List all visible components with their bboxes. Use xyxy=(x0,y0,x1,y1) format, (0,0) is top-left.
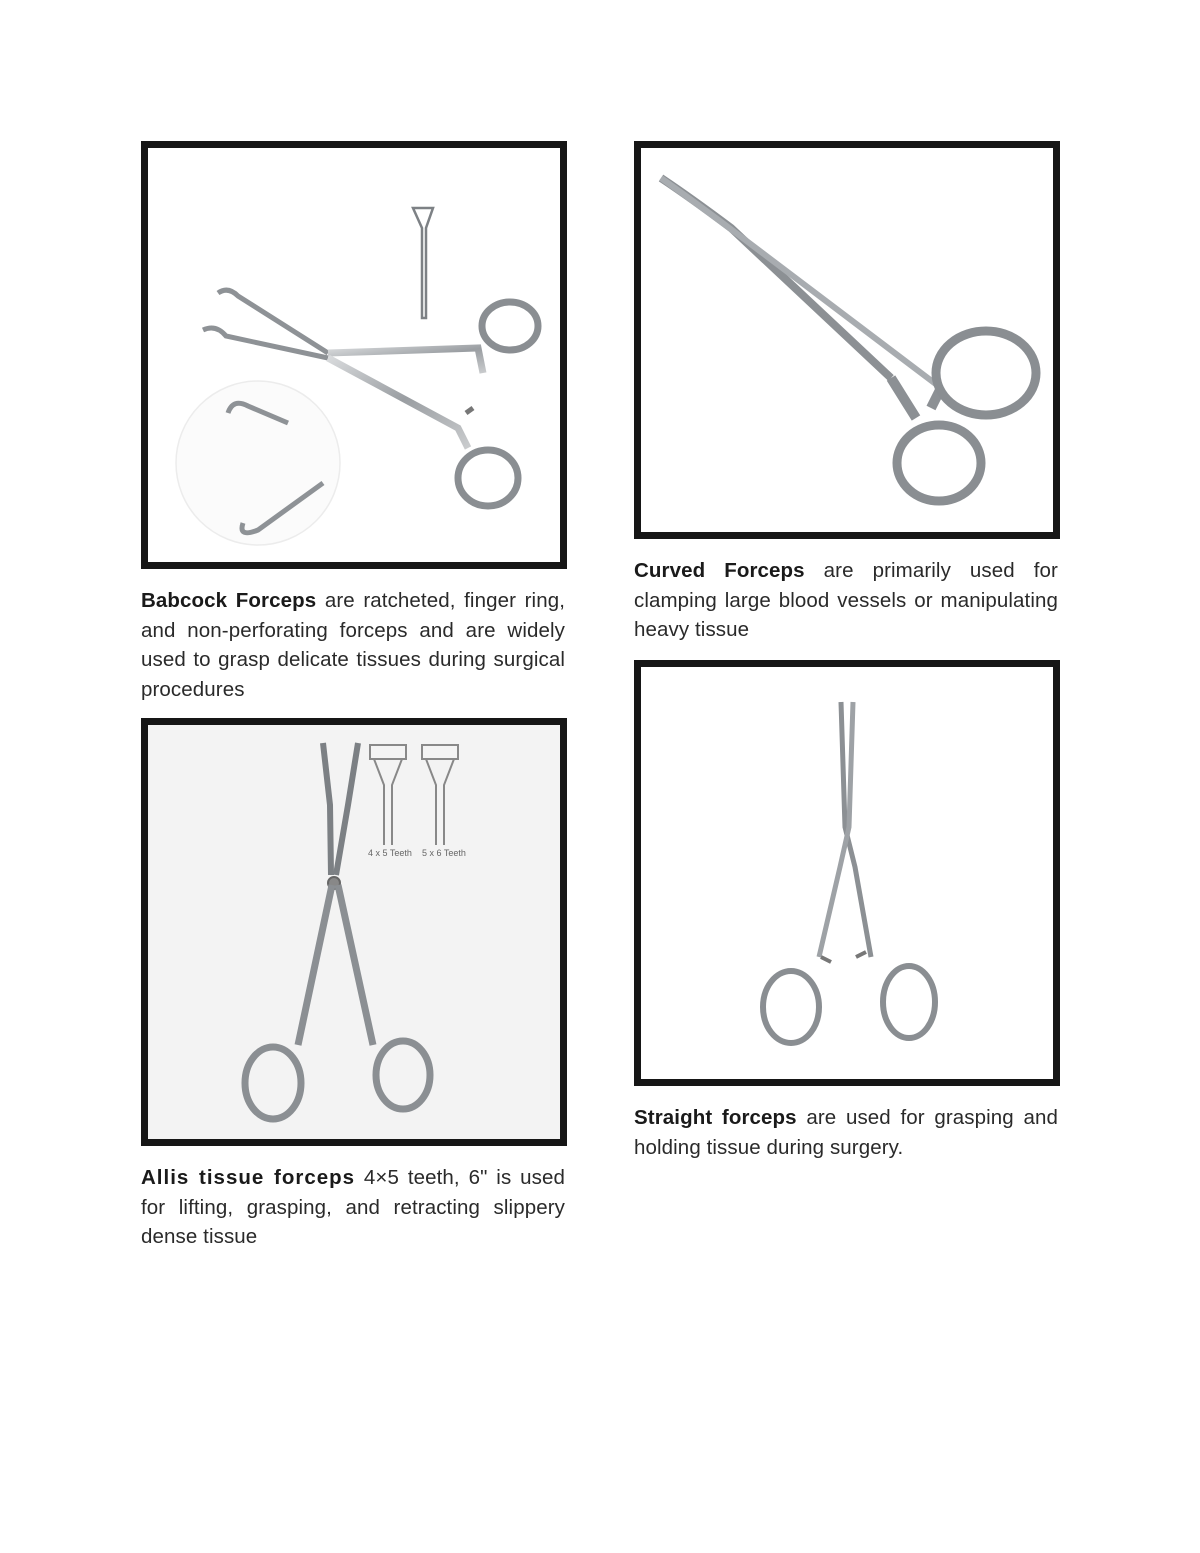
curved-forceps-description: are primarily used for clamping large blood vessels or manipulating heavy tissue xyxy=(634,559,1058,641)
babcock-forceps-title: Babcock Forceps xyxy=(141,589,317,612)
curved-forceps-image-frame xyxy=(634,141,1060,539)
curved-forceps-illustration xyxy=(641,148,1053,532)
babcock-forceps-caption xyxy=(141,586,565,704)
straight-forceps-description: are used for grasping and holding tissue during surgery. xyxy=(634,1106,1058,1159)
babcock-forceps-illustration xyxy=(148,148,560,562)
allis-teeth-label-2: 5 x 6 Teeth xyxy=(422,848,466,858)
allis-forceps-title: Allis tissue forceps xyxy=(141,1166,356,1189)
straight-forceps-illustration xyxy=(641,667,1053,1079)
babcock-forceps-image-frame xyxy=(141,141,567,569)
curved-forceps-title: Curved Forceps xyxy=(634,559,805,582)
straight-forceps-title: Straight forceps xyxy=(634,1106,797,1129)
allis-forceps-caption xyxy=(141,1163,565,1252)
allis-forceps-image-frame xyxy=(141,718,567,1146)
babcock-forceps-description: are ratcheted, finger ring, and non-perforating forceps and are widely used to grasp delicate tissues during surgical procedures xyxy=(141,589,565,701)
allis-teeth-label-1: 4 x 5 Teeth xyxy=(368,848,412,858)
straight-forceps-image-frame xyxy=(634,660,1060,1086)
curved-forceps-caption xyxy=(634,556,1058,645)
allis-forceps-illustration xyxy=(148,725,560,1139)
straight-forceps-caption xyxy=(634,1103,1058,1162)
allis-forceps-description: 4×5 teeth, 6" is used for lifting, grasping, and retracting slippery dense tissue xyxy=(141,1166,565,1248)
